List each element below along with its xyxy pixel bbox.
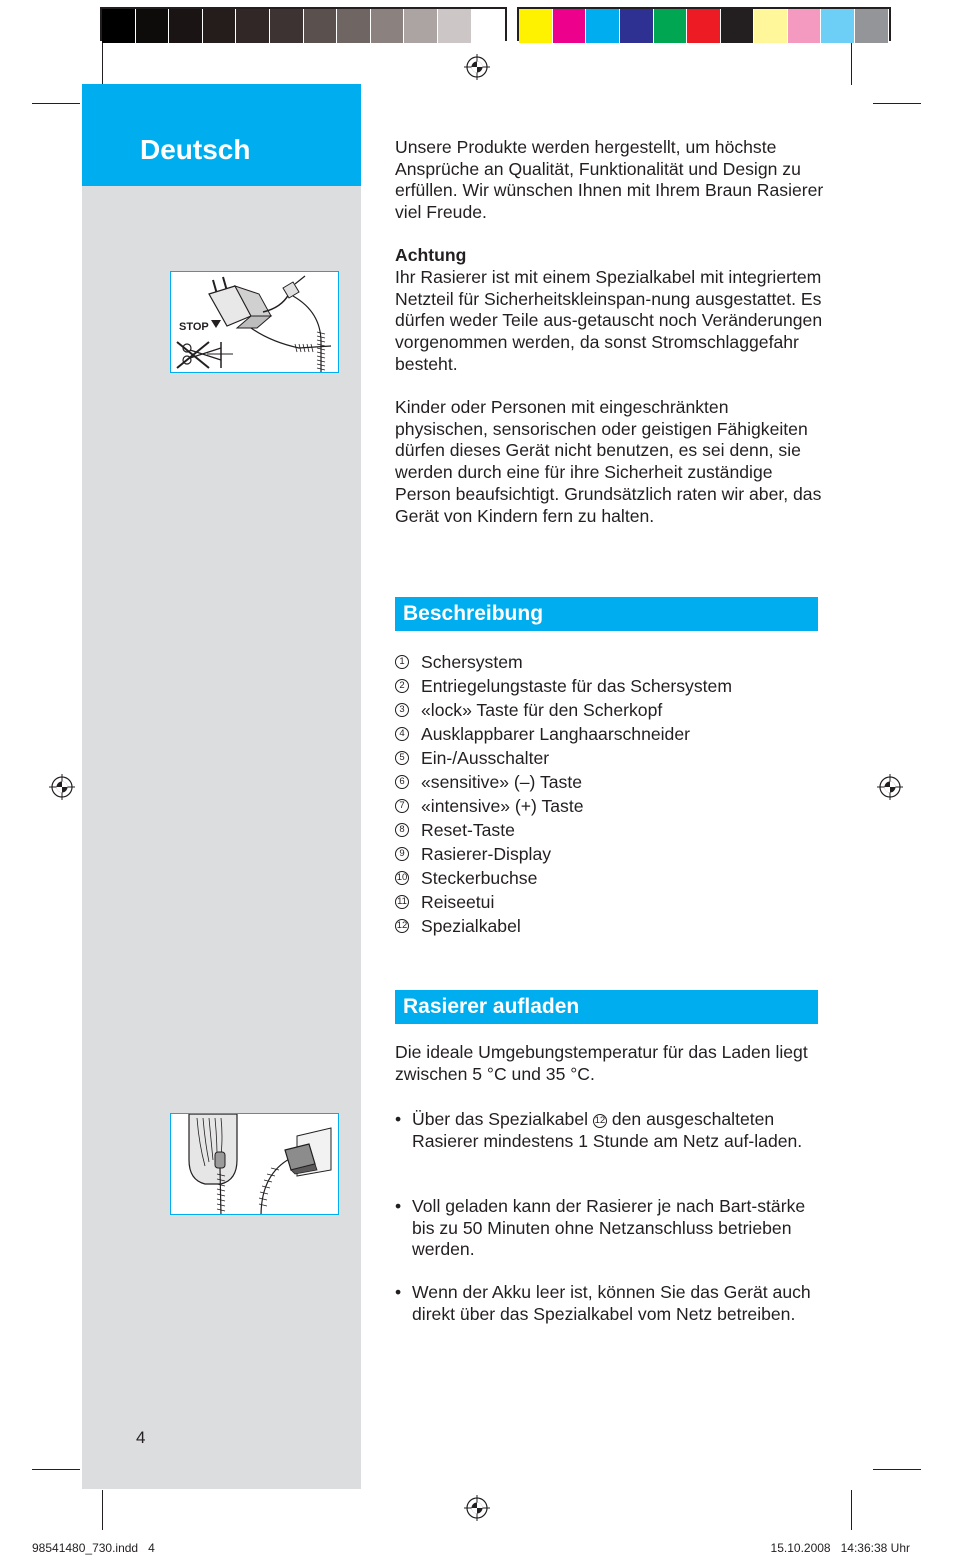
item-label: Schersystem [421, 652, 523, 672]
item-label: Reiseetui [421, 892, 495, 912]
color-swatch [553, 9, 587, 43]
item-number-badge: 1 [395, 655, 409, 669]
warning-paragraph: Ihr Rasierer ist mit einem Spezialkabel mit integriertem Netzteil für Sicherheitskleinspan-nung ausgestattet. Es dürfen weder Teile aus-getauscht noch Veränderungen vorgenommen werden, da sonst Stromschlaggefahr besteht. [395, 267, 823, 374]
registration-mark-icon [877, 774, 903, 800]
color-swatches [517, 7, 891, 41]
item-number-badge: 12 [396, 920, 408, 932]
item-number-badge: 2 [395, 679, 409, 693]
description-item [395, 794, 825, 818]
bullet-text-part2: den ausgeschalteten Rasierer mindestens 1 Stunde am Netz auf-laden. [412, 1109, 803, 1151]
color-swatch [136, 9, 170, 43]
color-swatch [620, 9, 654, 43]
item-number-badge: 11 [395, 895, 409, 909]
item-label: Ausklappbarer Langhaarschneider [421, 724, 690, 744]
description-item [395, 698, 825, 722]
item-number-badge: 6 [395, 775, 409, 789]
charging-bullet-1 [395, 1109, 815, 1152]
item-number-badge: 12 [594, 1115, 606, 1126]
description-item [395, 914, 825, 938]
description-item [395, 842, 825, 866]
item-label: Steckerbuchse [421, 868, 538, 888]
stop-label: STOP [179, 321, 209, 333]
description-item [395, 818, 825, 842]
warning-title: Achtung [395, 245, 467, 265]
item-label: Spezialkabel [421, 916, 521, 936]
color-swatch [821, 9, 855, 43]
plug-stop-icon [171, 272, 339, 373]
description-item [395, 866, 825, 890]
crop-mark [873, 1469, 921, 1470]
color-swatch [788, 9, 822, 43]
color-swatch [102, 9, 136, 43]
language-title: Deutsch [140, 134, 251, 165]
color-swatch [654, 9, 688, 43]
color-swatch [236, 9, 270, 43]
crop-mark [851, 1490, 852, 1530]
footer-timestamp: 15.10.2008 14:36:38 Uhr [770, 1541, 910, 1555]
charging-illustration [170, 1113, 339, 1215]
item-label: «sensitive» (–) Taste [421, 772, 583, 792]
item-number-badge: 5 [395, 751, 409, 765]
description-item [395, 890, 825, 914]
color-swatch [855, 9, 889, 43]
item-label: Ein-/Ausschalter [421, 748, 550, 768]
item-number-badge: 4 [395, 727, 409, 741]
crop-mark [102, 37, 103, 85]
bullet-symbol: • [395, 1282, 402, 1302]
grayscale-swatches [100, 7, 507, 41]
crop-mark [32, 1469, 80, 1470]
color-swatch [304, 9, 338, 43]
description-list [395, 650, 825, 938]
item-number-badge: 10 [396, 872, 408, 884]
color-swatch [337, 9, 371, 43]
color-swatch [687, 9, 721, 43]
crop-mark [102, 1490, 103, 1530]
bullet-symbol: • [395, 1196, 402, 1216]
color-swatch [404, 9, 438, 43]
item-label: «intensive» (+) Taste [421, 796, 584, 816]
shaver-charging-icon [171, 1114, 339, 1215]
description-item [395, 722, 825, 746]
charging-intro: Die ideale Umgebungstemperatur für das Laden liegt zwischen 5 °C und 35 °C. [395, 1042, 808, 1084]
cable-warning-illustration [170, 271, 339, 373]
description-item [395, 746, 825, 770]
item-label: Entriegelungstaste für das Schersystem [421, 676, 732, 696]
registration-mark-icon [464, 54, 490, 80]
registration-mark-icon [464, 1495, 490, 1521]
crop-mark [32, 103, 80, 104]
description-item [395, 770, 825, 794]
sidebar [82, 84, 361, 1489]
item-number-badge: 8 [395, 823, 409, 837]
color-swatch [203, 9, 237, 43]
description-item [395, 674, 825, 698]
color-swatch [371, 9, 405, 43]
item-label: «lock» Taste für den Scherkopf [421, 700, 663, 720]
color-swatch [438, 9, 472, 43]
children-paragraph: Kinder oder Personen mit eingeschränkten physischen, sensorischen oder geistigen Fähigkeiten dürfen dieses Gerät nicht benutzen, es sei denn, sie werden durch eine für ihre Sicherheit zuständige Person beaufsichtigt. Grundsätzlich raten wir aber, das Gerät von Kindern fern zu halten. [395, 397, 822, 526]
color-calibration-bar [100, 7, 891, 41]
page-number: 4 [136, 1428, 146, 1447]
description-heading: Beschreibung [395, 597, 818, 631]
color-swatch [721, 9, 755, 43]
color-swatch [270, 9, 304, 43]
charging-bullet-2 [395, 1196, 815, 1261]
bullet-text: Wenn der Akku leer ist, können Sie das Gerät auch direkt über das Spezialkabel vom Netz betreiben. [412, 1282, 811, 1324]
charging-bullet-3 [395, 1282, 815, 1325]
item-number-badge: 3 [395, 703, 409, 717]
crop-mark [873, 103, 921, 104]
footer-file-name: 98541480_730.indd 4 [32, 1541, 155, 1555]
registration-mark-icon [49, 774, 75, 800]
color-swatch [519, 9, 553, 43]
bullet-text: Voll geladen kann der Rasierer je nach Bart-stärke bis zu 50 Minuten ohne Netzanschluss betrieben werden. [412, 1196, 806, 1260]
description-item [395, 650, 825, 674]
charging-heading: Rasierer aufladen [395, 990, 818, 1024]
color-swatch [169, 9, 203, 43]
language-header [82, 84, 361, 186]
color-swatch [586, 9, 620, 43]
item-label: Reset-Taste [421, 820, 515, 840]
crop-mark [851, 37, 852, 85]
item-label: Rasierer-Display [421, 844, 552, 864]
color-swatch [754, 9, 788, 43]
bullet-text-part1: Über das Spezialkabel [412, 1109, 589, 1129]
bullet-symbol: • [395, 1109, 402, 1129]
item-number-badge: 7 [395, 799, 409, 813]
item-number-badge: 9 [395, 847, 409, 861]
color-swatch [472, 9, 506, 43]
intro-paragraph: Unsere Produkte werden hergestellt, um höchste Ansprüche an Qualität, Funktionalität und Design zu erfüllen. Wir wünschen Ihnen mit Ihrem Braun Rasierer viel Freude. [395, 137, 824, 223]
